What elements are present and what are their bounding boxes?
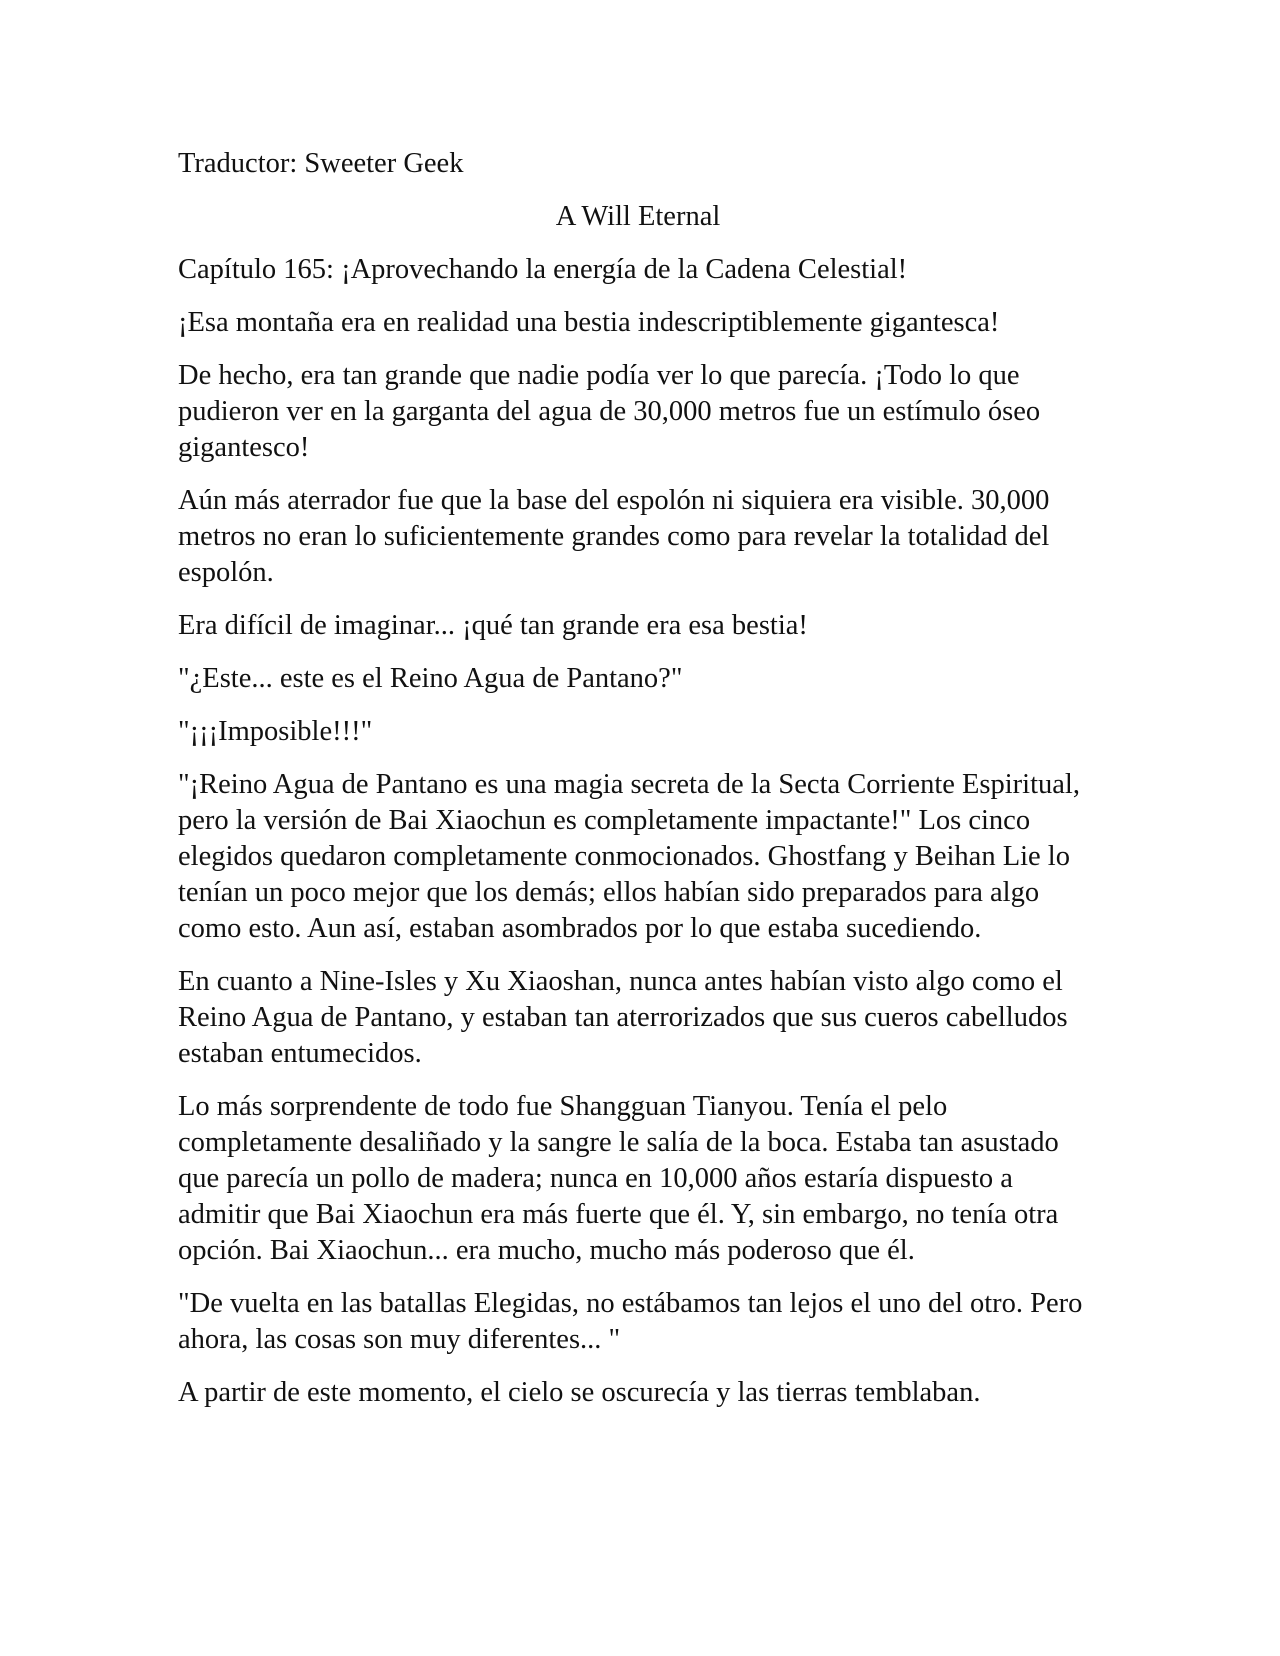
chapter-title: Capítulo 165: ¡Aprovechando la energía de la Cadena Celestial! [178, 254, 908, 285]
paragraph: Era difícil de imaginar... ¡qué tan grande era esa bestia! [178, 610, 808, 641]
paragraph: A partir de este momento, el cielo se oscurecía y las tierras temblaban. [178, 1377, 981, 1408]
paragraph: "¿Este... este es el Reino Agua de Pantano?" [178, 663, 683, 694]
paragraph: De hecho, era tan grande que nadie podía ver lo que parecía. ¡Todo lo que pudieron ver en la garganta del agua de 30,000 metros fue un estímulo óseo gigantesco! [178, 360, 1041, 463]
paragraph: Lo más sorprendente de todo fue Shangguan Tianyou. Tenía el pelo completamente desaliñado y la sangre le salía de la boca. Estaba tan asustado que parecía un pollo de madera; nunca en 10,000 años estaría dispuesto a admitir que Bai Xiaochun era más fuerte que él. Y, sin embargo, no tenía otra opción. Bai Xiaochun... era mucho, mucho más poderoso que él. [178, 1091, 1059, 1266]
translator-credit: Traductor: Sweeter Geek [178, 148, 464, 179]
paragraph: "¡¡¡Imposible!!!" [178, 716, 373, 747]
paragraph: ¡Esa montaña era en realidad una bestia indescriptiblemente gigantesca! [178, 307, 1000, 338]
paragraph: "De vuelta en las batallas Elegidas, no estábamos tan lejos el uno del otro. Pero ahora, las cosas son muy diferentes... " [178, 1288, 1083, 1355]
paragraph: En cuanto a Nine-Isles y Xu Xiaoshan, nunca antes habían visto algo como el Reino Agua de Pantano, y estaban tan aterrorizados que sus cueros cabelludos estaban entumecidos. [178, 966, 1068, 1069]
paragraph: Aún más aterrador fue que la base del espolón ni siquiera era visible. 30,000 metros no eran lo suficientemente grandes como para revelar la totalidad del espolón. [178, 485, 1050, 588]
book-title: A Will Eternal [555, 201, 721, 232]
document-body [178, 146, 1098, 1428]
paragraph: "¡Reino Agua de Pantano es una magia secreta de la Secta Corriente Espiritual, pero la versión de Bai Xiaochun es completamente impactante!" Los cinco elegidos quedaron completamente conmocionados. Ghostfang y Beihan Lie lo tenían un poco mejor que los demás; ellos habían sido preparados para algo como esto. Aun así, estaban asombrados por lo que estaba sucediendo. [178, 769, 1080, 944]
